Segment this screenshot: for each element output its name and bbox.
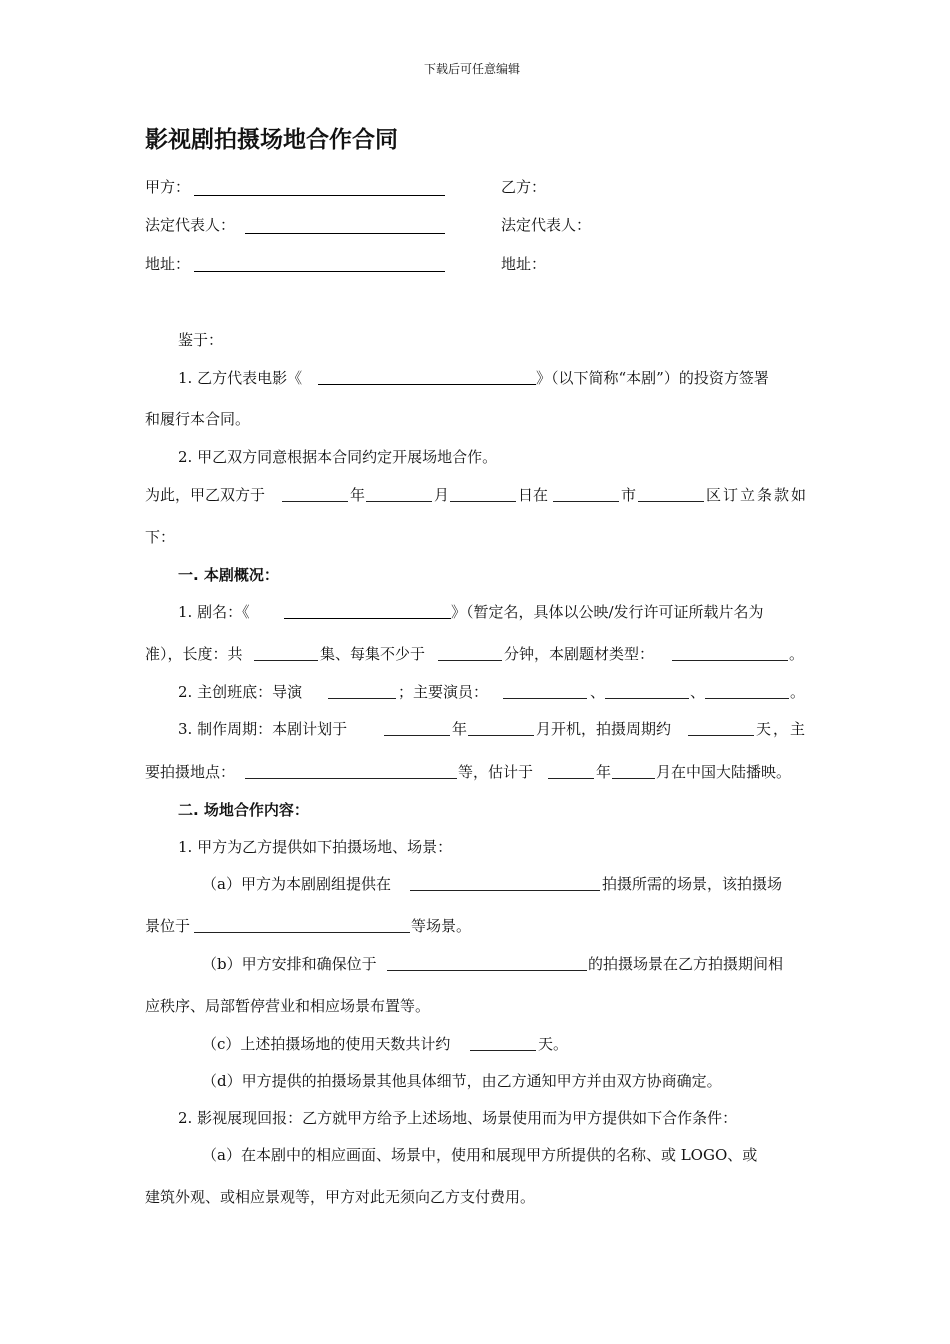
s1-item1-start: 1. 剧名：《 <box>178 603 250 621</box>
minutes-blank <box>438 660 502 661</box>
s2-b-l2: 应秩序、局部暂停营业和相应场景布置等。 <box>145 997 431 1015</box>
director-blank <box>328 698 396 699</box>
party-a-blank <box>194 195 445 196</box>
s2-a-l2-end: 等场景。 <box>411 917 472 935</box>
date-clause-s1: 为此，甲乙双方于 <box>145 486 266 504</box>
district-blank <box>638 501 704 502</box>
genre-blank <box>672 660 788 661</box>
s2-c-end: 天。 <box>538 1035 569 1053</box>
s1-item3-l2-a: 要拍摄地点： <box>145 763 236 781</box>
s2-item1: 1. 甲方为乙方提供如下拍摄场地、场景： <box>178 838 453 856</box>
date-clause-s2: 年 <box>350 486 366 504</box>
actor3-blank <box>705 698 789 699</box>
s2-d: （d）甲方提供的拍摄场景其他具体细节，由乙方通知甲方并由双方协商确定。 <box>202 1072 722 1090</box>
film-title-blank <box>318 384 536 385</box>
date-clause-s6: 区订立条款如 <box>706 486 809 504</box>
address-b-label: 地址： <box>501 255 547 273</box>
s1-item3-a: 3. 制作周期：本剧计划于 <box>178 720 348 738</box>
s1-item2-d: 、 <box>690 683 706 701</box>
city-blank <box>553 501 619 502</box>
start-month-blank <box>468 735 534 736</box>
episodes-blank <box>254 660 318 661</box>
day-blank <box>450 501 516 502</box>
actor2-blank <box>605 698 689 699</box>
location-blank <box>245 778 457 779</box>
s2-item2-a-l2: 建筑外观、或相应景观等，甲方对此无须向乙方支付费用。 <box>145 1188 536 1206</box>
date-clause-s4: 日在 <box>518 486 549 504</box>
release-year-blank <box>548 778 594 779</box>
legal-rep-a-blank <box>245 233 445 234</box>
s1-item3-l2-d: 月在中国大陆播映。 <box>656 763 792 781</box>
s1-item3-l2-b: 等，估计于 <box>458 763 534 781</box>
doc-title: 影视剧拍摄场地合作合同 <box>145 126 398 153</box>
s1-item1-l2-c: 分钟，本剧题材类型： <box>504 645 655 663</box>
s2-b-end: 的拍摄场景在乙方拍摄期间相 <box>588 955 784 973</box>
s1-item1-l2-b: 集、每集不少于 <box>320 645 426 663</box>
s1-item1-l2-d: 。 <box>789 645 805 663</box>
party-b-label: 乙方： <box>501 178 547 196</box>
whereas-label: 鉴于： <box>178 331 224 349</box>
drama-title-blank <box>284 618 451 619</box>
scene-blank <box>387 970 587 971</box>
s1-item2-a: 2. 主创班底：导演 <box>178 683 303 701</box>
s2-b-start: （b）甲方安排和确保位于 <box>202 955 377 973</box>
header-note: 下载后可任意编辑 <box>424 62 521 76</box>
release-month-blank <box>612 778 655 779</box>
s1-item3-d: 天，主 <box>756 720 808 738</box>
venue-blank <box>410 890 600 891</box>
s2-a-end: 拍摄所需的场景，该拍摄场 <box>602 875 783 893</box>
s1-item3-b: 年 <box>452 720 468 738</box>
s1-item2-c: 、 <box>590 683 606 701</box>
whereas-item1-start: 1. 乙方代表电影《 <box>178 369 303 387</box>
s1-item3-l2-c: 年 <box>596 763 612 781</box>
scene-location-blank <box>194 932 410 933</box>
date-clause-s3: 月 <box>434 486 450 504</box>
address-a-label: 地址： <box>145 255 191 273</box>
whereas-item2: 2. 甲乙双方同意根据本合同约定开展场地合作。 <box>178 448 498 466</box>
address-a-blank <box>194 271 445 272</box>
whereas-item1-end: 》（以下简称“本剧”）的投资方签署 <box>536 369 769 387</box>
s2-a-start: （a）甲方为本剧剧组提供在 <box>202 875 391 893</box>
s2-a-l2-start: 景位于 <box>145 917 191 935</box>
s2-c-start: （c）上述拍摄场地的使用天数共计约 <box>202 1035 451 1053</box>
s1-item1-l2-a: 准），长度：共 <box>145 645 243 663</box>
s1-item2-b: ；主要演员： <box>398 683 489 701</box>
start-year-blank <box>384 735 450 736</box>
year-blank <box>282 501 348 502</box>
shoot-days-blank <box>688 735 754 736</box>
s2-item2-a: （a）在本剧中的相应画面、场景中，使用和展现甲方所提供的名称、或 LOGO、或 <box>202 1146 758 1164</box>
s1-item2-e: 。 <box>790 683 806 701</box>
legal-rep-a-label: 法定代表人： <box>145 216 236 234</box>
usage-days-blank <box>470 1050 536 1051</box>
date-clause-line2: 下： <box>145 528 176 546</box>
s1-item1-end: 》（暂定名，具体以公映/发行许可证所载片名为 <box>451 603 764 621</box>
party-a-label: 甲方： <box>145 178 191 196</box>
section1-heading: 一. 本剧概况： <box>178 566 279 584</box>
s1-item3-c: 月开机，拍摄周期约 <box>536 720 672 738</box>
s2-item2: 2. 影视展现回报：乙方就甲方给予上述场地、场景使用而为甲方提供如下合作条件： <box>178 1109 738 1127</box>
actor1-blank <box>503 698 587 699</box>
section2-heading: 二. 场地合作内容： <box>178 801 309 819</box>
whereas-item1-line2: 和履行本合同。 <box>145 410 251 428</box>
date-clause-s5: 市 <box>621 486 637 504</box>
month-blank <box>366 501 432 502</box>
legal-rep-b-label: 法定代表人： <box>501 216 592 234</box>
